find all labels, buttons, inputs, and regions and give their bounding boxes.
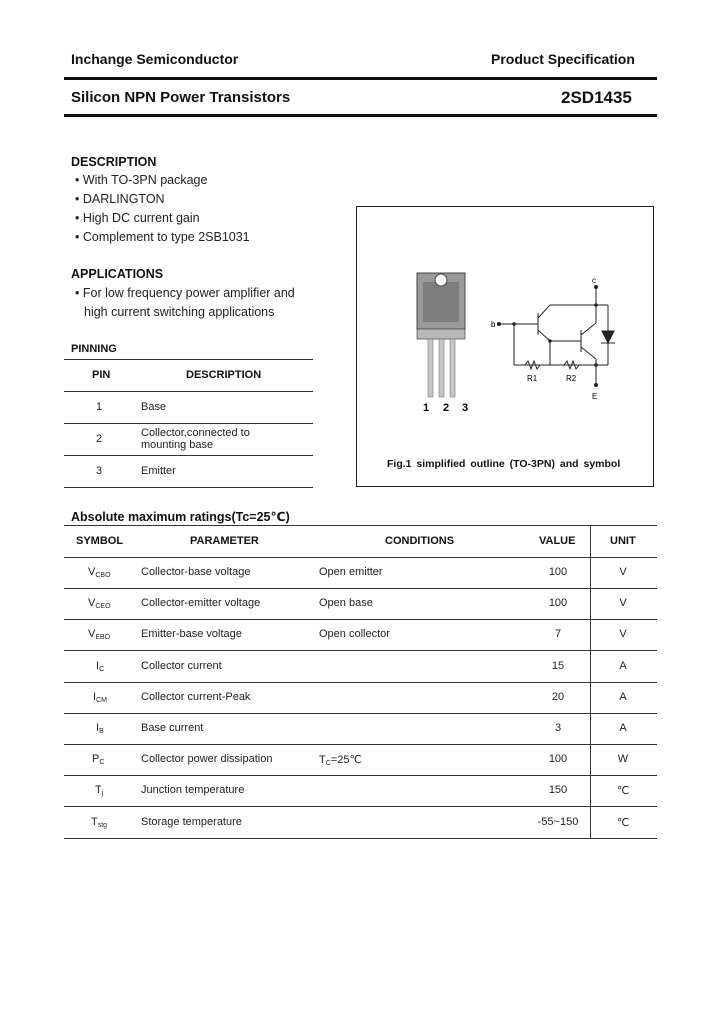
list-item: • DARLINGTON — [75, 192, 165, 206]
package-outline-and-symbol — [357, 207, 653, 447]
header-rule-top — [64, 77, 657, 80]
parameter-cell: Emitter-base voltage — [141, 628, 242, 640]
doc-type: Product Specification — [491, 51, 635, 67]
parameter-cell: Collector-base voltage — [141, 566, 251, 578]
description-title: DESCRIPTION — [71, 155, 157, 169]
product-line: Silicon NPN Power Transistors — [71, 89, 291, 106]
collector-terminal-dot — [594, 285, 598, 289]
ratings-title: Absolute maximum ratings(Tc=25℃) — [71, 510, 290, 524]
value-cell: 100 — [548, 597, 568, 609]
ratings-rule — [64, 838, 657, 839]
desc-col-header: DESCRIPTION — [186, 369, 262, 381]
value-cell: -55~150 — [537, 816, 579, 828]
value-cell: 150 — [548, 784, 568, 796]
ratings-rule — [64, 806, 657, 807]
applications-line-2: high current switching applications — [84, 305, 275, 319]
parameter-cell: Collector power dissipation — [141, 753, 273, 765]
pinning-rule — [64, 391, 313, 392]
symbol-cell: $V_{EBO}$ — [88, 628, 111, 641]
conditions-cell: Open collector — [319, 628, 390, 640]
part-number: 2SD1435 — [561, 88, 632, 107]
pin-label-3: 3 — [462, 402, 469, 414]
value-cell: 100 — [548, 566, 568, 578]
junction-dot — [594, 363, 598, 367]
pinning-rule — [64, 455, 313, 456]
base-terminal-dot — [497, 322, 501, 326]
applications-title: APPLICATIONS — [71, 267, 164, 281]
pin-label-1: 1 — [423, 402, 430, 414]
pin-label-2: 2 — [443, 402, 450, 414]
unit-cell: V — [619, 597, 627, 609]
symbol-cell: $P_C$ — [92, 753, 105, 766]
pinning-rule — [64, 487, 313, 488]
symbol-cell: $T_j$ — [95, 784, 104, 797]
unit-cell: A — [619, 691, 627, 703]
parameter-cell: Storage temperature — [141, 816, 242, 828]
value-cell: 3 — [554, 722, 562, 734]
to3pn-package-drawing — [417, 273, 465, 397]
ratings-rule — [64, 557, 657, 558]
conditions-cell: Open base — [319, 597, 373, 609]
list-item: • With TO-3PN package — [75, 173, 208, 187]
parameter-header: PARAMETER — [190, 535, 259, 547]
r2-label: R2 — [566, 374, 577, 383]
unit-cell: V — [619, 566, 627, 578]
list-item: • High DC current gain — [75, 211, 200, 225]
unit-cell: A — [619, 722, 627, 734]
ratings-rule — [64, 744, 657, 745]
company-name: Inchange Semiconductor — [71, 51, 239, 67]
ratings-rule — [64, 650, 657, 651]
symbol-cell: $I_{CM}$ — [93, 691, 107, 704]
pin-number: 2 — [96, 433, 103, 445]
symbol-cell: $V_{CEO}$ — [88, 597, 111, 610]
ratings-rule — [64, 775, 657, 776]
pin-description: Collector,connected to — [141, 427, 250, 439]
ratings-rule — [64, 588, 657, 589]
unit-cell: A — [619, 660, 627, 672]
conditions-header: CONDITIONS — [385, 535, 455, 547]
r1-label: R1 — [527, 374, 538, 383]
figure-caption: Fig.1 simplified outline (TO-3PN) and symbol — [387, 458, 621, 470]
symbol-cell: $I_C$ — [96, 660, 105, 673]
list-item: • Complement to type 2SB1031 — [75, 230, 250, 244]
pinning-rule — [64, 423, 313, 424]
unit-cell: V — [619, 628, 627, 640]
emitter-terminal-dot — [594, 383, 598, 387]
symbol-header: SYMBOL — [76, 535, 124, 547]
description-list — [75, 173, 250, 249]
value-cell: 20 — [551, 691, 565, 703]
value-cell: 15 — [551, 660, 565, 672]
value-header: VALUE — [539, 535, 576, 547]
unit-cell: ℃ — [616, 817, 630, 829]
collector-label: c — [592, 276, 596, 285]
base-label: b — [491, 320, 496, 329]
parameter-cell: Collector-emitter voltage — [141, 597, 261, 609]
figure-box — [356, 206, 654, 487]
symbol-cell: $V_{CBO}$ — [88, 566, 111, 579]
emitter-label: E — [592, 392, 598, 401]
ratings-rule — [64, 619, 657, 620]
parameter-cell: Collector current-Peak — [141, 691, 251, 703]
junction-dot — [594, 303, 598, 307]
header-rule-bottom — [64, 114, 657, 117]
ratings-rule — [64, 713, 657, 714]
symbol-cell: $T_{stg}$ — [91, 816, 108, 829]
pin-number: 1 — [96, 401, 103, 413]
junction-dot — [548, 339, 552, 343]
pin-description: mounting base — [141, 439, 214, 451]
applications-line-1: • For low frequency power amplifier and — [75, 286, 295, 300]
unit-header: UNIT — [610, 535, 636, 547]
symbol-cell: $I_B$ — [96, 722, 104, 735]
conditions-cell: $T_C=25℃$ — [319, 754, 362, 767]
darlington-symbol — [499, 287, 615, 385]
unit-cell: W — [617, 753, 629, 765]
conditions-cell: Open emitter — [319, 566, 383, 578]
junction-dot — [512, 322, 516, 326]
parameter-cell: Base current — [141, 722, 204, 734]
unit-cell: ℃ — [616, 785, 630, 797]
pin-description: Base — [141, 401, 167, 413]
pinning-title: PINNING — [71, 343, 117, 355]
parameter-cell: Junction temperature — [141, 784, 245, 796]
parameter-cell: Collector current — [141, 660, 222, 672]
pin-col-header: PIN — [92, 369, 111, 381]
pin-description: Emitter — [141, 465, 176, 477]
value-cell: 100 — [548, 753, 568, 765]
value-cell: 7 — [554, 628, 562, 640]
ratings-rule — [64, 525, 657, 526]
ratings-rule — [64, 682, 657, 683]
pin-number: 3 — [96, 465, 103, 477]
pinning-rule — [64, 359, 313, 360]
